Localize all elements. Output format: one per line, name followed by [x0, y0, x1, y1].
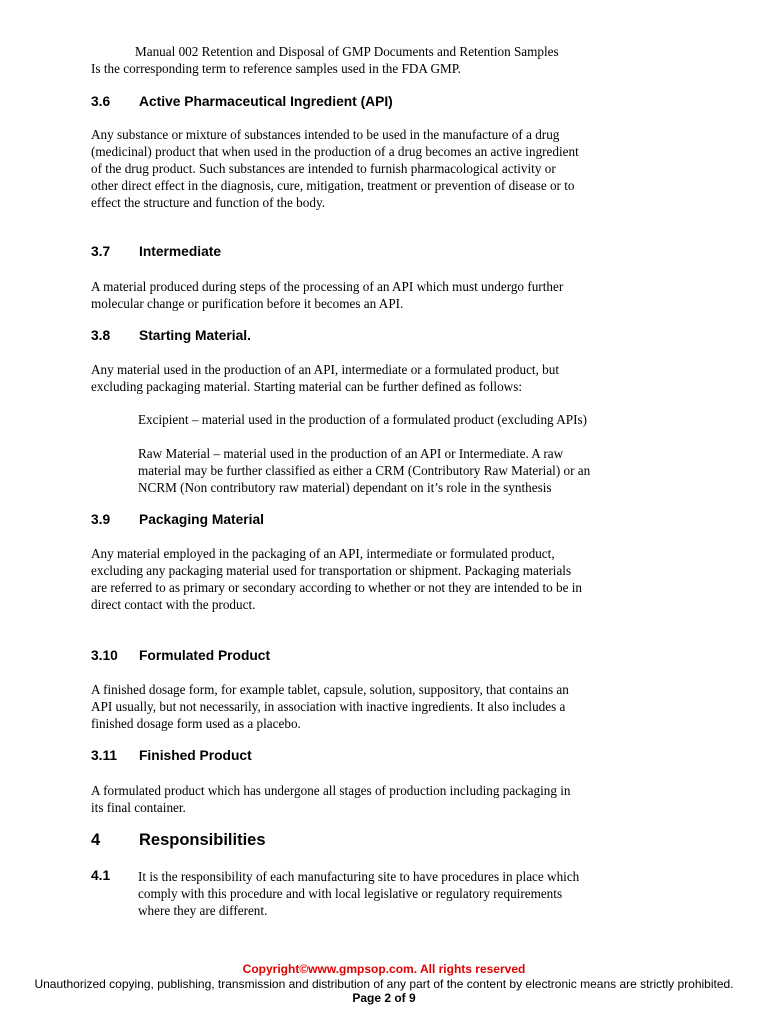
page-number: Page 2 of 9	[352, 991, 416, 1005]
section-number-3-10: 3.10	[91, 648, 118, 663]
section-body-3-8	[91, 361, 559, 395]
section-heading-3-11: Finished Product	[139, 748, 252, 763]
continuation-text: Is the corresponding term to reference samples used in the FDA GMP.	[91, 61, 461, 76]
unauthorized-notice: Unauthorized copying, publishing, transmission and distribution of any part of the content by electronic means are strictly prohibited.	[34, 977, 734, 991]
body-line: Any material employed in the packaging of an API, intermediate or formulated product,	[91, 546, 555, 561]
body-line: API usually, but not necessarily, in association with inactive ingredients. It also includes a	[91, 699, 566, 714]
section-number-4-1: 4.1	[91, 868, 111, 883]
section-body-4-1	[138, 868, 579, 919]
body-line: material may be further classified as either a CRM (Contributory Raw Material) or an	[138, 463, 591, 478]
body-line: (medicinal) product that when used in the production of a drug becomes an active ingredient	[91, 144, 579, 159]
body-line: Any substance or mixture of substances intended to be used in the manufacture of a drug	[91, 127, 560, 142]
section-body-3-6	[91, 126, 579, 211]
section-heading-3-6: Active Pharmaceutical Ingredient (API)	[139, 94, 393, 109]
body-line: where they are different.	[138, 903, 268, 918]
section-number-3-11: 3.11	[91, 748, 118, 763]
section-number-3-7: 3.7	[91, 244, 111, 259]
section-heading-4: Responsibilities	[139, 831, 266, 849]
body-line: A finished dosage form, for example tablet, capsule, solution, suppository, that contains an	[91, 682, 569, 697]
body-line: It is the responsibility of each manufacturing site to have procedures in place which	[138, 869, 580, 884]
excipient-definition: Excipient – material used in the production of a formulated product (excluding APIs)	[138, 412, 587, 427]
body-line: finished dosage form used as a placebo.	[91, 716, 301, 731]
section-body-3-9	[91, 545, 582, 613]
section-body-3-7	[91, 278, 563, 312]
body-line: other direct effect in the diagnosis, cure, mitigation, treatment or prevention of disease or to	[91, 178, 575, 193]
body-line: are referred to as primary or secondary according to whether or not they are intended to be in	[91, 580, 583, 595]
body-line: A material produced during steps of the processing of an API which must undergo further	[91, 279, 564, 294]
section-heading-3-8: Starting Material.	[139, 328, 251, 343]
body-line: A formulated product which has undergone all stages of production including packaging in	[91, 783, 571, 798]
body-line: of the drug product. Such substances are intended to furnish pharmacological activity or	[91, 161, 556, 176]
copyright-notice: Copyright©www.gmpsop.com. All rights reserved	[242, 962, 526, 976]
body-line: comply with this procedure and with local legislative or regulatory requirements	[138, 886, 563, 901]
section-heading-3-7: Intermediate	[139, 244, 222, 259]
section-heading-3-9: Packaging Material	[139, 512, 264, 527]
body-line: Any material used in the production of an API, intermediate or a formulated product, but	[91, 362, 560, 377]
body-line: direct contact with the product.	[91, 597, 256, 612]
raw-material-definition	[138, 445, 590, 496]
section-number-3-6: 3.6	[91, 94, 111, 109]
section-body-3-10	[91, 681, 569, 732]
document-header-title: Manual 002 Retention and Disposal of GMP Documents and Retention Samples	[135, 44, 559, 59]
section-number-3-9: 3.9	[91, 512, 111, 527]
body-line: excluding any packaging material used for transportation or shipment. Packaging materials	[91, 563, 572, 578]
section-number-4: 4	[91, 831, 101, 849]
body-line: molecular change or purification before it becomes an API.	[91, 296, 404, 311]
section-body-3-11	[91, 782, 571, 816]
body-line: Raw Material – material used in the production of an API or Intermediate. A raw	[138, 446, 564, 461]
body-line: NCRM (Non contributory raw material) dependant on it’s role in the synthesis	[138, 480, 552, 495]
body-line: excluding packaging material. Starting material can be further defined as follows:	[91, 379, 523, 394]
section-heading-3-10: Formulated Product	[139, 648, 271, 663]
body-line: effect the structure and function of the body.	[91, 195, 325, 210]
body-line: its final container.	[91, 800, 186, 815]
section-number-3-8: 3.8	[91, 328, 111, 343]
